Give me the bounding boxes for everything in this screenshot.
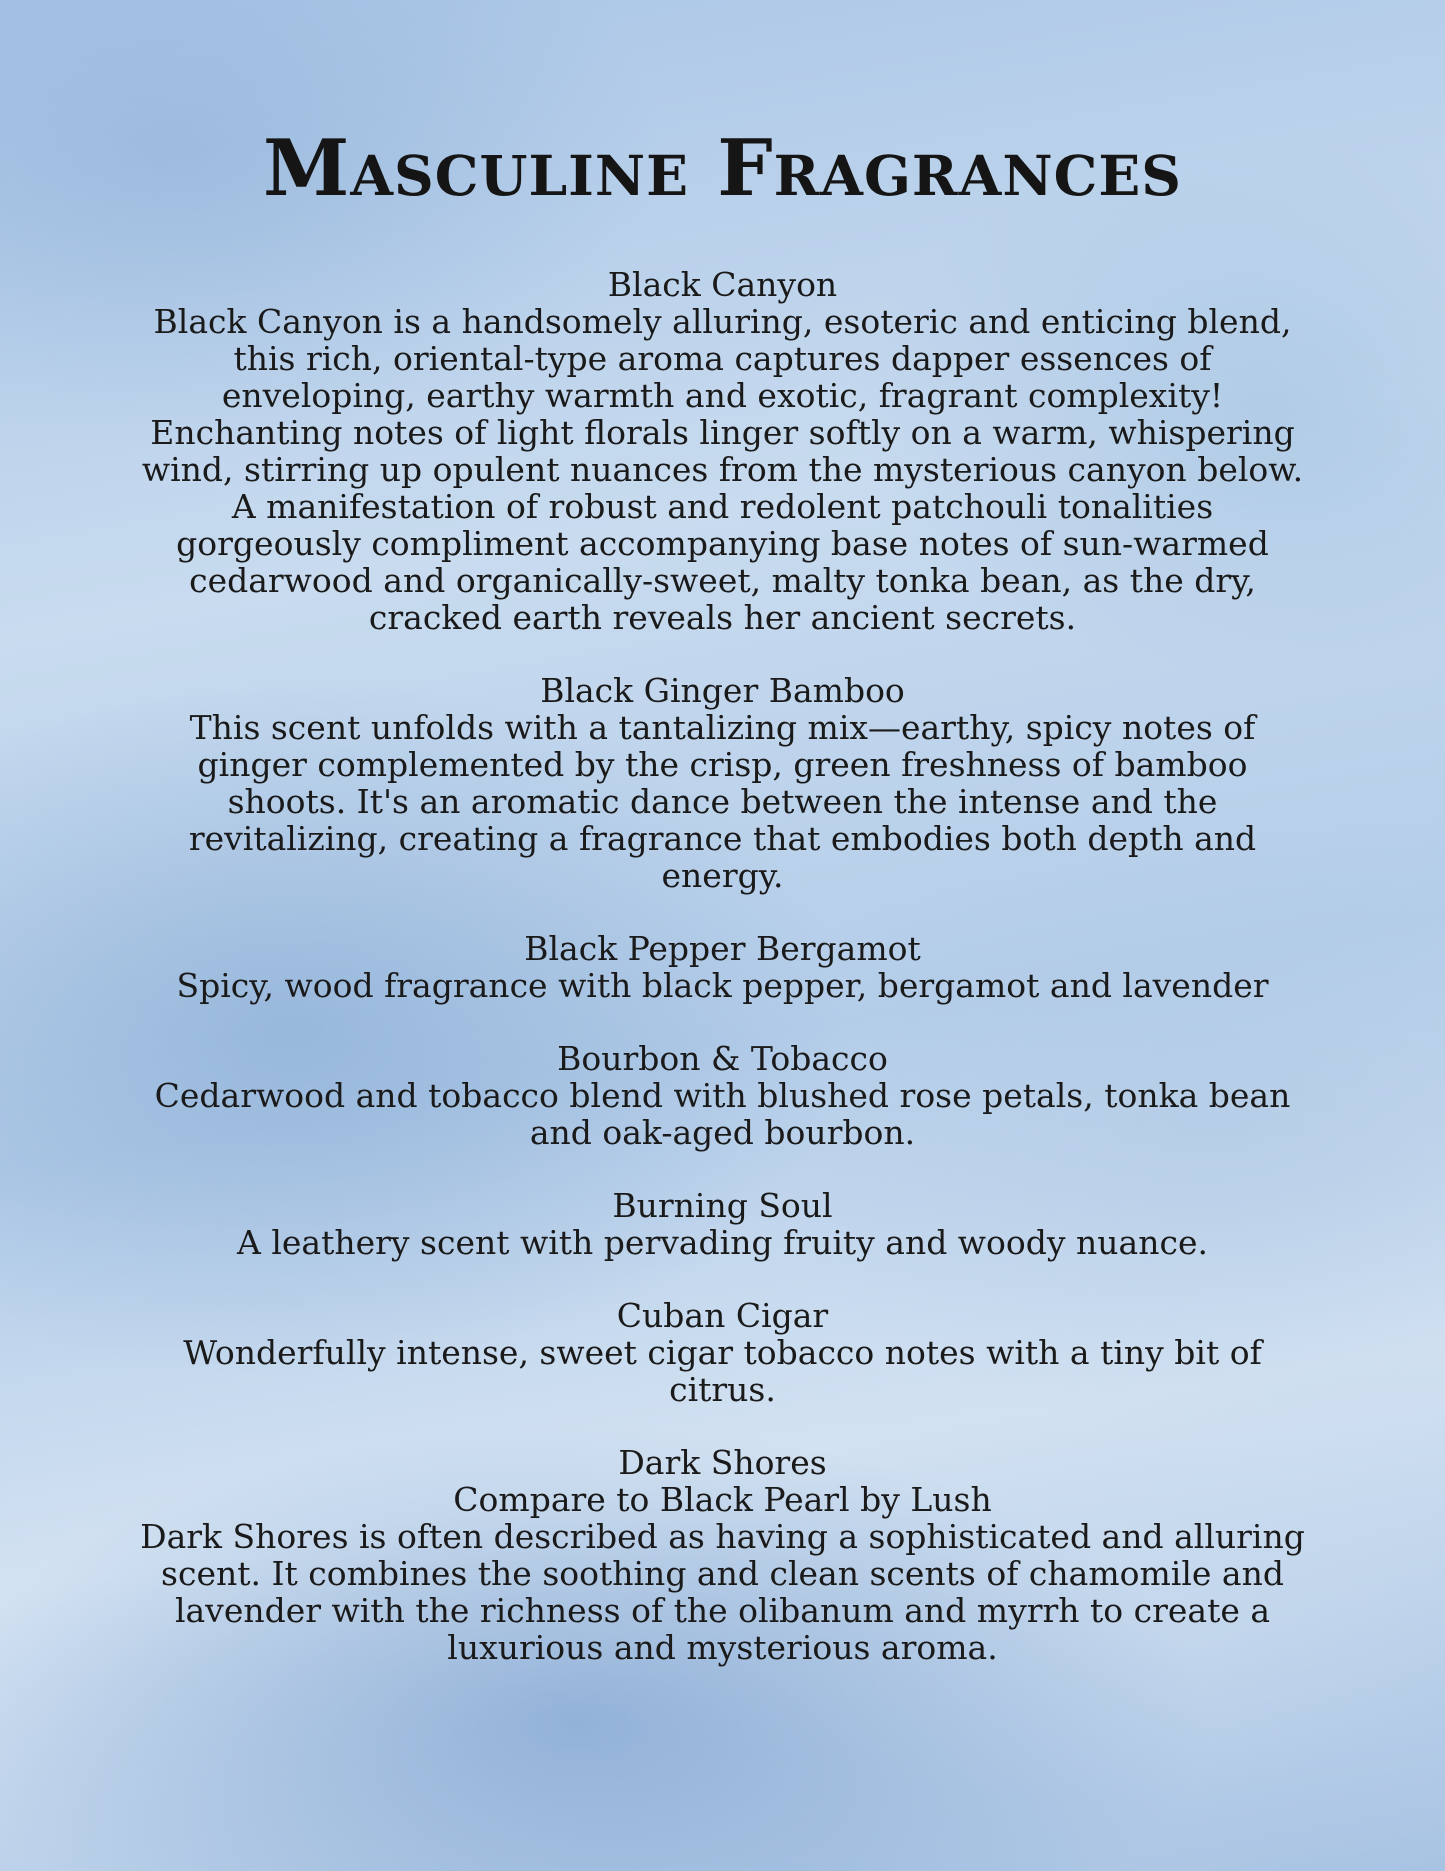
fragrance-name: Black Ginger Bamboo [540,671,905,710]
page-title: Masculine Fragrances [262,123,1183,215]
fragrance-description: Spicy, wood fragrance with black pepper, bergamot and lavender [176,966,1269,1005]
fragrance-entry-bourbon-tobacco [130,1040,1315,1151]
fragrance-entry-black-canyon [130,266,1315,636]
fragrance-entry-cuban-cigar [130,1297,1315,1408]
fragrance-list [130,266,1315,1702]
fragrance-name: Bourbon & Tobacco [557,1039,888,1078]
fragrance-name: Black Canyon [607,265,838,304]
fragrance-name: Black Pepper Bergamot [524,929,921,968]
fragrance-subtitle: Compare to Black Pearl by Lush [453,1480,992,1519]
fragrance-description: Wonderfully intense, sweet cigar tobacco notes with a tiny bit of citrus. [183,1333,1262,1409]
fragrance-entry-burning-soul [130,1187,1315,1261]
fragrance-name: Cuban Cigar [616,1296,829,1335]
fragrance-name: Dark Shores [618,1443,827,1482]
fragrance-description: This scent unfolds with a tantalizing mix—earthy, spicy notes of ginger complemented by the crisp, green freshness of bamboo shoots. It's an aromatic dance between the intense and the revitalizing, creating a fragrance that embodies both depth and energy. [188,708,1257,895]
fragrance-entry-dark-shores [130,1444,1315,1666]
fragrance-name: Burning Soul [612,1186,833,1225]
fragrance-description: Cedarwood and tobacco blend with blushed rose petals, tonka bean and oak-aged bourbon. [154,1076,1291,1152]
fragrance-description: A leathery scent with pervading fruity and woody nuance. [237,1223,1208,1262]
fragrance-entry-black-ginger-bamboo [130,672,1315,894]
fragrance-description: Black Canyon is a handsomely alluring, esoteric and enticing blend, this rich, oriental-type aroma captures dapper essences of enveloping, earthy warmth and exotic, fragrant complexity! Enchanting notes of light florals linger softly on a warm, whispering wind, stirring up opulent nuances from the mysterious canyon below. A manifestation of robust and redolent patchouli tonalities gorgeously compliment accompanying base notes of sun-warmed cedarwood and organically-sweet, malty tonka bean, as the dry, cracked earth reveals her ancient secrets. [141,302,1304,637]
fragrance-description: Dark Shores is often described as having a sophisticated and alluring scent. It combines the soothing and clean scents of chamomile and lavender with the richness of the olibanum and myrrh to create a luxurious and mysterious aroma. [140,1517,1305,1667]
fragrance-entry-black-pepper-bergamot [130,930,1315,1004]
